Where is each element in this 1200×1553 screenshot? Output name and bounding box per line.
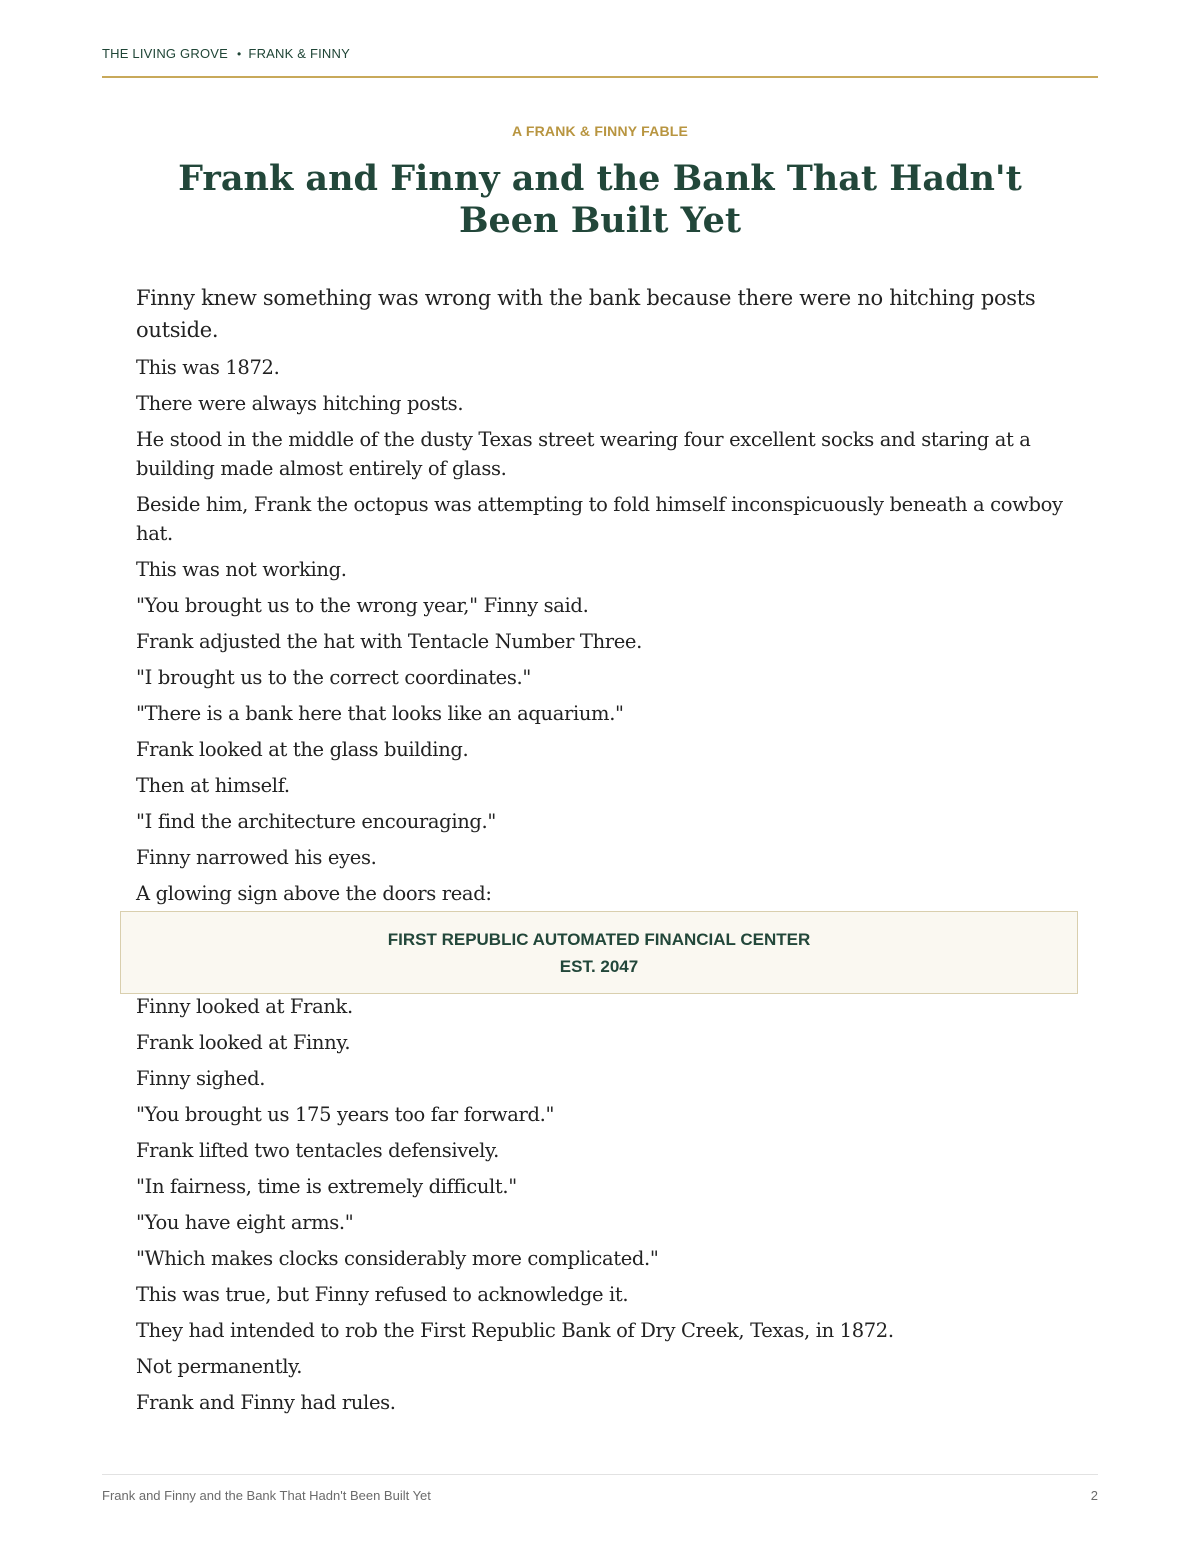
- story-paragraph: Frank looked at Finny.: [136, 1031, 351, 1054]
- running-header: [102, 46, 1098, 61]
- story-paragraph: "You brought us to the wrong year," Finny said.: [136, 594, 589, 617]
- story-paragraph: "I find the architecture encouraging.": [136, 810, 497, 833]
- footer-running-title: Frank and Finny and the Bank That Hadn't Been Built Yet: [102, 1488, 431, 1503]
- story-paragraph: Frank lifted two tentacles defensively.: [136, 1139, 499, 1162]
- story-paragraph: "I brought us to the correct coordinates.": [136, 666, 532, 689]
- footer-divider: [102, 1474, 1098, 1475]
- sign-line-established: EST. 2047: [559, 957, 639, 976]
- sign-line-name: FIRST REPUBLIC AUTOMATED FINANCIAL CENTER: [387, 930, 811, 949]
- glowing-sign-callout: [120, 911, 1078, 994]
- story-paragraph: "You have eight arms.": [136, 1211, 354, 1234]
- story-body-part-1: [136, 282, 1076, 915]
- page-number: 2: [1090, 1488, 1098, 1503]
- story-paragraph: Finny looked at Frank.: [136, 995, 353, 1018]
- story-paragraph: Finny knew something was wrong with the bank because there were no hitching posts outside.: [136, 286, 1036, 342]
- publication-name: THE LIVING GROVE: [102, 46, 229, 61]
- story-title: Frank and Finny and the Bank That Hadn't Been Built Yet: [178, 158, 1022, 241]
- story-paragraph: This was 1872.: [136, 356, 280, 379]
- story-paragraph: "In fairness, time is extremely difficult.": [136, 1175, 517, 1198]
- story-paragraph: Frank and Finny had rules.: [136, 1391, 396, 1414]
- story-paragraph: "You brought us 175 years too far forward.": [136, 1103, 555, 1126]
- story-paragraph: Then at himself.: [136, 774, 290, 797]
- story-paragraph: Not permanently.: [136, 1355, 303, 1378]
- story-body-part-2: [136, 992, 1076, 1424]
- story-paragraph: This was not working.: [136, 558, 347, 581]
- story-paragraph: Finny sighed.: [136, 1067, 266, 1090]
- header-divider: [102, 76, 1098, 78]
- story-paragraph: Finny narrowed his eyes.: [136, 846, 377, 869]
- story-kicker: A FRANK & FINNY FABLE: [511, 123, 689, 139]
- story-paragraph: He stood in the middle of the dusty Texas street wearing four excellent socks and staring at a building made almost entirely of glass.: [136, 428, 1031, 480]
- story-paragraph: This was true, but Finny refused to acknowledge it.: [136, 1283, 629, 1306]
- series-name: FRANK & FINNY: [248, 46, 350, 61]
- header-separator: •: [237, 47, 242, 61]
- story-paragraph: Frank looked at the glass building.: [136, 738, 469, 761]
- story-paragraph: There were always hitching posts.: [136, 392, 464, 415]
- story-paragraph: "Which makes clocks considerably more complicated.": [136, 1247, 659, 1270]
- story-paragraph: "There is a bank here that looks like an aquarium.": [136, 702, 624, 725]
- story-paragraph: They had intended to rob the First Republic Bank of Dry Creek, Texas, in 1872.: [136, 1319, 894, 1342]
- story-paragraph: Frank adjusted the hat with Tentacle Number Three.: [136, 630, 642, 653]
- story-paragraph: Beside him, Frank the octopus was attempting to fold himself inconspicuously beneath a cowboy hat.: [136, 493, 1063, 545]
- story-paragraph: A glowing sign above the doors read:: [136, 882, 492, 905]
